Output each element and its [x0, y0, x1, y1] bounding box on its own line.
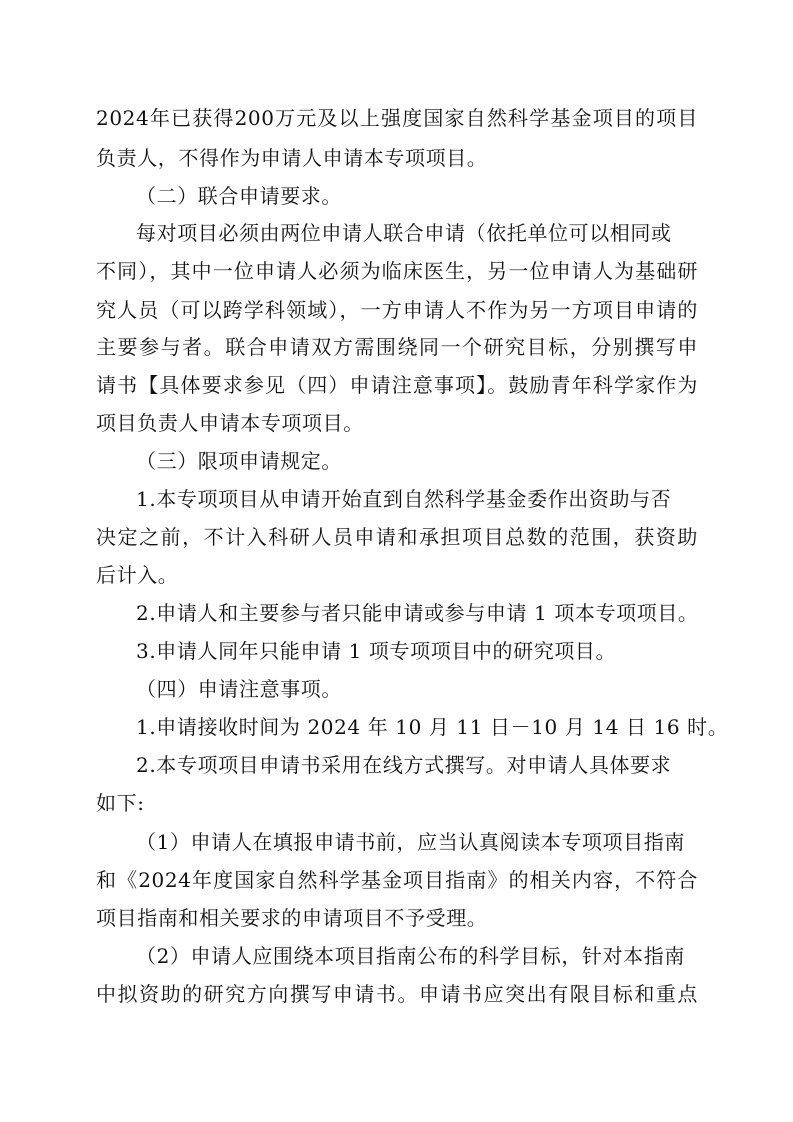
- body-text-line: （1）申请人在填报申请书前，应当认真阅读本专项项目指南: [136, 830, 685, 854]
- body-text-line: 究人员（可以跨学科领域），一方申请人不作为另一方项目申请的: [96, 298, 698, 322]
- body-text-line: 后计入。: [96, 563, 179, 587]
- body-text-line: 2.申请人和主要参与者只能申请或参与申请 1 项本专项项目。: [136, 601, 699, 625]
- body-text-line: 负责人，不得作为申请人申请本专项项目。: [96, 146, 488, 170]
- body-text-line: 1.本专项项目从申请开始直到自然科学基金委作出资助与否: [136, 487, 672, 511]
- body-text-line: （2）申请人应围绕本项目指南公布的科学目标，针对本指南: [136, 944, 685, 968]
- body-text-line: 中拟资助的研究方向撰写申请书。申请书应突出有限目标和重点: [96, 982, 698, 1006]
- section-heading: （三）限项申请规定。: [136, 449, 342, 473]
- body-text-line: 3.申请人同年只能申请 1 项专项项目中的研究项目。: [136, 639, 617, 663]
- body-text-line: 请书【具体要求参见（四）申请注意事项】。鼓励青年科学家作为: [96, 373, 698, 397]
- body-text-line: 项目负责人申请本专项项目。: [96, 411, 364, 435]
- body-text-line: 和《2024年度国家自然科学基金项目指南》的相关内容，不符合: [96, 868, 698, 892]
- body-text-line: 1.申请接收时间为 2024 年 10 月 11 日－10 月 14 日 16 时。: [136, 715, 729, 739]
- body-text-line: 主要参与者。联合申请双方需围绕同一个研究目标，分别撰写申: [96, 335, 698, 359]
- section-heading: （二）联合申请要求。: [136, 184, 342, 208]
- body-text-line: 项目指南和相关要求的申请项目不予受理。: [96, 906, 488, 930]
- body-text-line: 每对项目必须由两位申请人联合申请（依托单位可以相同或: [136, 221, 672, 245]
- body-text-line: 如下:: [96, 791, 145, 815]
- body-text-line: 2024年已获得200万元及以上强度国家自然科学基金项目的项目: [96, 106, 698, 130]
- body-text-line: 决定之前，不计入科研人员申请和承担项目总数的范围，获资助: [96, 525, 698, 549]
- body-text-line: 2.本专项项目申请书采用在线方式撰写。对申请人具体要求: [136, 753, 672, 777]
- section-heading: （四）申请注意事项。: [136, 677, 342, 701]
- body-text-line: 不同），其中一位申请人必须为临床医生，另一位申请人为基础研: [96, 259, 698, 283]
